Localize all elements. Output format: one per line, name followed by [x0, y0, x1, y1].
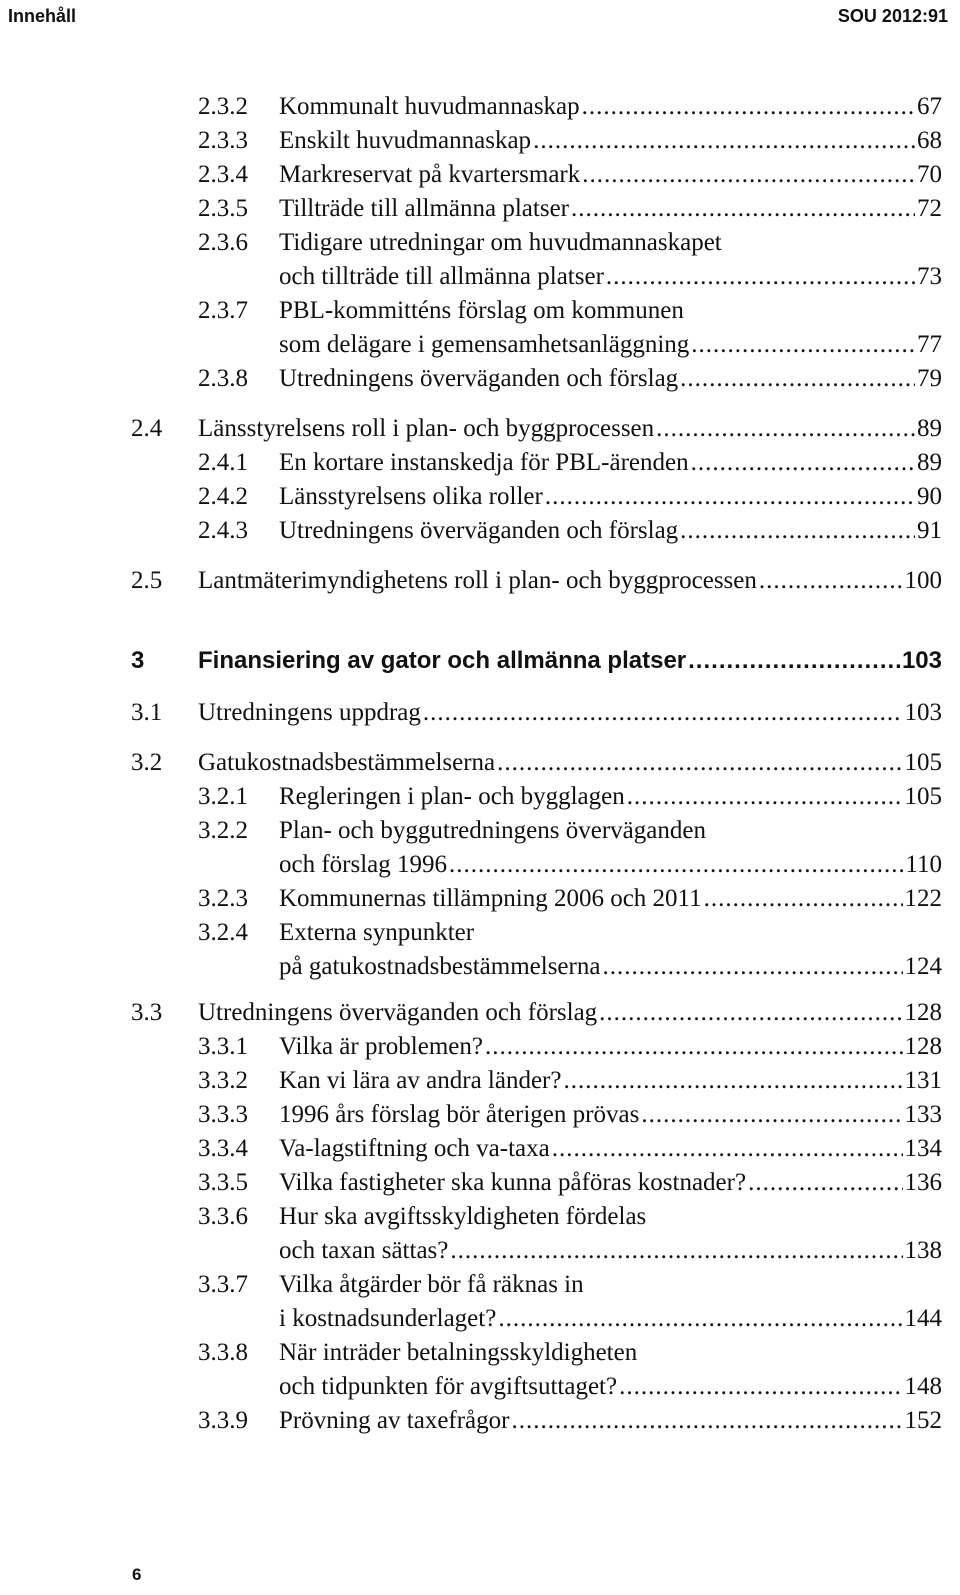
toc-entry-title: Utredningens överväganden och förslag	[279, 517, 679, 544]
dot-leader	[759, 564, 903, 598]
running-header-right: SOU 2012:91	[837, 6, 948, 26]
dot-leader	[449, 848, 903, 882]
toc-entry-number: 3.2.2	[198, 817, 248, 844]
toc-entry-title: Plan- och byggutredningens överväganden	[279, 817, 706, 844]
toc-entry-page: 73	[917, 263, 942, 290]
toc-entry-number: 3.3.6	[198, 1203, 248, 1230]
toc-entry-page: 70	[917, 161, 942, 188]
toc-entry-number: 3.3.9	[198, 1407, 248, 1434]
toc-entry-page: 100	[904, 567, 942, 594]
toc-entry-page: 79	[917, 365, 942, 392]
toc-entry-page: 152	[904, 1407, 942, 1434]
dot-leader	[599, 996, 902, 1030]
toc-entry-title: Vilka fastigheter ska kunna påföras kostnader?	[279, 1169, 747, 1196]
dot-leader	[498, 1302, 902, 1336]
toc-entry-title: och tillträde till allmänna platser	[279, 263, 604, 290]
dot-leader	[511, 1404, 902, 1438]
toc-entry-page: 72	[917, 195, 942, 222]
dot-leader	[545, 480, 915, 514]
toc-entry-number: 3.3.1	[198, 1033, 248, 1060]
toc-entry-title: Externa synpunkter	[279, 919, 475, 946]
toc-entry-title: Gatukostnadsbestämmelserna	[198, 749, 496, 776]
dot-leader	[552, 1132, 903, 1166]
toc-entry-title: En kortare instanskedja för PBL-ärenden	[279, 449, 689, 476]
toc-entry-number: 3	[131, 647, 145, 674]
toc-entry-number: 2.3.7	[198, 297, 248, 324]
dot-leader	[688, 644, 900, 678]
dot-leader	[582, 90, 915, 124]
toc-entry-page: 138	[904, 1237, 942, 1264]
toc-entry-title: Vilka åtgärder bör få räknas in	[279, 1271, 584, 1298]
toc-entry-page: 122	[904, 885, 942, 912]
toc-entry-page: 134	[904, 1135, 942, 1162]
dot-leader	[423, 696, 903, 730]
toc-entry-title: och förslag 1996	[279, 851, 448, 878]
page-number: 6	[132, 1565, 142, 1584]
dot-leader	[680, 514, 915, 548]
toc-entry-page: 77	[917, 331, 942, 358]
toc-entry-number: 3.3.3	[198, 1101, 248, 1128]
running-header-left: Innehåll	[8, 6, 77, 26]
dot-leader	[691, 446, 915, 480]
toc-entry-number: 3.2.4	[198, 919, 248, 946]
toc-entry-number: 2.3.5	[198, 195, 248, 222]
dot-leader	[602, 950, 902, 984]
toc-entry-title: Utredningens uppdrag	[198, 699, 421, 726]
toc-entry-number: 2.4	[131, 415, 163, 442]
toc-entry-page: 89	[917, 449, 942, 476]
toc-entry-page: 128	[904, 999, 942, 1026]
toc-entry-title: Länsstyrelsens olika roller	[279, 483, 543, 510]
toc-entry-page: 91	[917, 517, 942, 544]
toc-entry-number: 2.3.3	[198, 127, 248, 154]
toc-entry-number: 2.3.2	[198, 93, 248, 120]
dot-leader	[497, 746, 902, 780]
dot-leader	[533, 124, 915, 158]
dot-leader	[680, 362, 915, 396]
toc-entry-title: Vilka är problemen?	[279, 1033, 483, 1060]
toc-entry-title: 1996 års förslag bör återigen prövas	[279, 1101, 640, 1128]
dot-leader	[563, 1064, 902, 1098]
toc-entry-page: 136	[904, 1169, 942, 1196]
toc-entry-page: 103	[901, 647, 942, 674]
dot-leader	[485, 1030, 903, 1064]
toc-entry-title: Utredningens överväganden och förslag	[198, 999, 598, 1026]
toc-entry-title: När inträder betalningsskyldigheten	[279, 1339, 638, 1366]
toc-entry-title: Utredningens överväganden och förslag	[279, 365, 679, 392]
dot-leader	[704, 882, 903, 916]
toc-entry-title: Va-lagstiftning och va-taxa	[279, 1135, 550, 1162]
toc-entry-page: 124	[904, 953, 942, 980]
toc-entry-title: som delägare i gemensamhetsanläggning	[279, 331, 690, 358]
toc-entry-number: 2.3.4	[198, 161, 248, 188]
toc-entry-page: 67	[917, 93, 942, 120]
toc-entry-title: i kostnadsunderlaget?	[279, 1305, 497, 1332]
toc-entry-page: 148	[904, 1373, 942, 1400]
toc-entry-title: Finansiering av gator och allmänna platser	[198, 647, 687, 674]
toc-entry-number: 3.3.8	[198, 1339, 248, 1366]
toc-entry-page: 105	[904, 749, 942, 776]
dot-leader	[450, 1234, 902, 1268]
toc-entry-number: 3.3.2	[198, 1067, 248, 1094]
toc-entry-title: och tidpunkten för avgiftsuttaget?	[279, 1373, 618, 1400]
toc-entry-number: 3.2.3	[198, 885, 248, 912]
dot-leader	[606, 260, 915, 294]
toc-entry-title: Länsstyrelsens roll i plan- och byggprocessen	[198, 415, 655, 442]
toc-entry-number: 3.3.5	[198, 1169, 248, 1196]
toc-entry-number: 3.2.1	[198, 783, 248, 810]
toc-entry-title: Enskilt huvudmannaskap	[279, 127, 532, 154]
dot-leader	[627, 780, 903, 814]
toc-entry-number: 3.3.7	[198, 1271, 248, 1298]
toc-entry-page: 105	[904, 783, 942, 810]
toc-entry-page: 133	[904, 1101, 942, 1128]
toc-entry-title: PBL-kommitténs förslag om kommunen	[279, 297, 684, 324]
toc-entry-number: 2.3.6	[198, 229, 248, 256]
toc-entry-page: 103	[904, 699, 942, 726]
toc-entry-page: 89	[917, 415, 942, 442]
toc-entry-title: Tillträde till allmänna platser	[279, 195, 569, 222]
toc-entry-number: 3.3	[131, 999, 163, 1026]
toc-entry-title: Tidigare utredningar om huvudmannaskapet	[279, 229, 722, 256]
dot-leader	[748, 1166, 902, 1200]
toc-entry-page: 128	[904, 1033, 942, 1060]
toc-entry-page: 90	[917, 483, 942, 510]
dot-leader	[571, 192, 915, 226]
toc-entry-number: 3.1	[131, 699, 163, 726]
toc-entry-title: Kommunernas tillämpning 2006 och 2011	[279, 885, 702, 912]
toc-entry-number: 2.4.3	[198, 517, 248, 544]
toc-entry-title: Prövning av taxefrågor	[279, 1407, 510, 1434]
toc-entry-title: Kommunalt huvudmannaskap	[279, 93, 580, 120]
toc-entry-number: 2.3.8	[198, 365, 248, 392]
toc-entry-page: 144	[904, 1305, 942, 1332]
toc-entry-page: 131	[904, 1067, 942, 1094]
dot-leader	[619, 1370, 902, 1404]
toc-entry-title: Markreservat på kvartersmark	[279, 161, 581, 188]
toc-entry-number: 3.2	[131, 749, 163, 776]
dot-leader	[656, 412, 915, 446]
toc-entry-number: 2.4.2	[198, 483, 248, 510]
toc-entry-title: Lantmäterimyndighetens roll i plan- och byggprocessen	[198, 567, 757, 594]
toc-entry-title: på gatukostnadsbestämmelserna	[279, 953, 601, 980]
dot-leader	[641, 1098, 902, 1132]
toc-entry-title: Hur ska avgiftsskyldigheten fördelas	[279, 1203, 647, 1230]
toc-entry-title: Kan vi lära av andra länder?	[279, 1067, 562, 1094]
toc-entry-page: 68	[917, 127, 942, 154]
toc-entry-title: och taxan sättas?	[279, 1237, 449, 1264]
toc-entry-number: 2.4.1	[198, 449, 248, 476]
dot-leader	[582, 158, 915, 192]
toc-entry-number: 3.3.4	[198, 1135, 248, 1162]
toc-entry-page: 110	[905, 851, 942, 878]
toc-entry-title: Regleringen i plan- och bygglagen	[279, 783, 625, 810]
dot-leader	[691, 328, 915, 362]
toc-entry-number: 2.5	[131, 567, 163, 594]
